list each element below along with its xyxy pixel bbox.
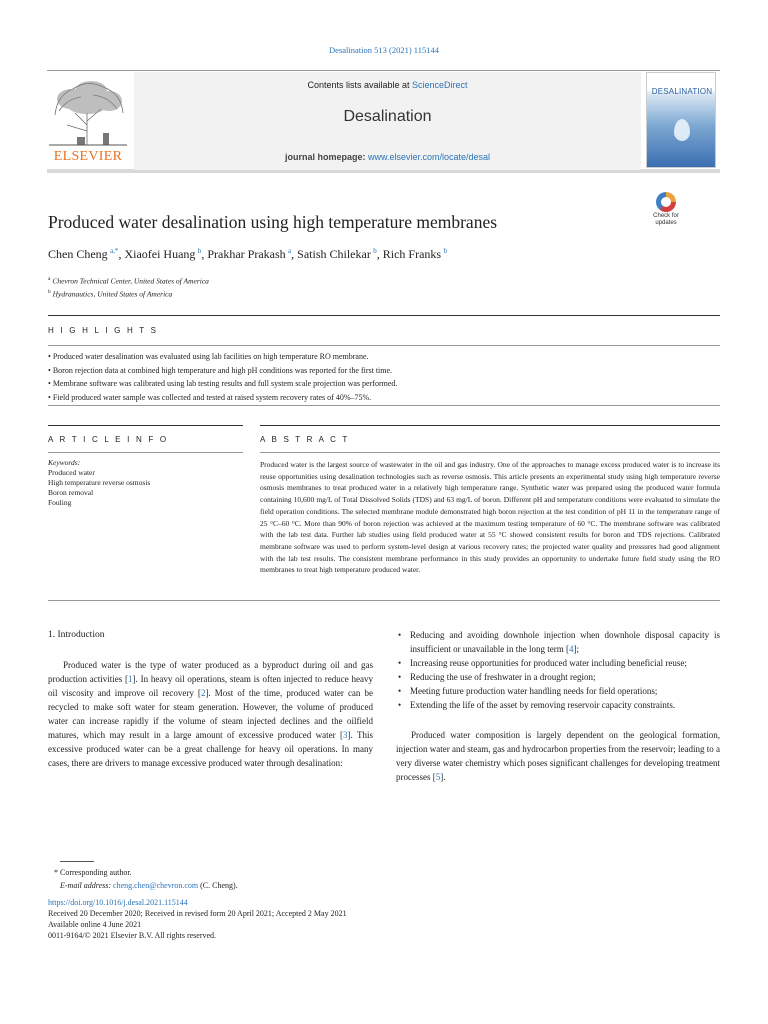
section-divider (48, 600, 720, 601)
article-title: Produced water desalination using high temperature membranes (48, 212, 498, 232)
publisher-name: ELSEVIER (53, 149, 123, 164)
check-updates-icon (656, 192, 676, 212)
contents-lists-line (134, 80, 641, 90)
footnote (54, 866, 238, 892)
highlight-item: • Produced water desalination was evaluated using lab facilities on high temperature RO membrane. (48, 350, 720, 364)
list-item: • Extending the life of the asset by removing reservoir capacity constraints. (396, 698, 720, 712)
affiliation-text: Hydranautics, United States of America (52, 289, 173, 298)
body-paragraph (48, 658, 373, 770)
section-divider (48, 425, 243, 426)
section-divider (48, 345, 720, 346)
reference-link[interactable]: 3 (343, 730, 348, 740)
body-column-left (48, 628, 373, 770)
body-paragraph (396, 728, 720, 784)
highlight-item: • Boron rejection data at combined high temperature and high pH conditions was reported for the first time. (48, 364, 720, 378)
section-divider (48, 405, 720, 406)
author-affiliation-marker[interactable]: b (443, 247, 447, 255)
cover-title: DESALINATION (651, 87, 713, 96)
author-affiliation-marker[interactable]: b (373, 247, 377, 255)
text-run: ]. Most of the time, produced water can be recycled to make soft water for steam generation. However, the volume of produced water can increase rapidly if the volume of steam injected declines and the oilfield matures, which may result in a large amount of excessive produced water [ (48, 688, 374, 740)
affiliation-item (48, 274, 209, 287)
doi-link[interactable]: https://doi.org/10.1016/j.desal.2021.115144 (48, 898, 188, 907)
section-divider (48, 315, 720, 316)
check-updates-label: Check for updates (653, 213, 679, 226)
affiliation-item (48, 287, 209, 300)
author-name[interactable]: Prakhar Prakash (207, 247, 286, 261)
keyword-item[interactable]: Boron removal (48, 488, 94, 497)
body-column-right (396, 628, 720, 784)
text-run: Produced water composition is largely dependent on the geological formation, injection water and steam, gas and hydrocarbon properties from the reservoir; leading to a very diverse water chemistry which poses significant challenges for developing treatment processes [ (396, 730, 720, 782)
highlight-item: • Membrane software was calibrated using lab testing results and full system scale projection was performed. (48, 377, 720, 391)
corresponding-author-note: * Corresponding author. (54, 868, 132, 877)
keyword-item[interactable]: High temperature reverse osmosis (48, 478, 151, 487)
keywords-label: Keywords: (48, 458, 81, 467)
author-affiliation-marker[interactable]: a (288, 247, 292, 255)
list-item (396, 628, 720, 656)
homepage-label: journal homepage: (284, 152, 368, 162)
affiliation-text: Chevron Technical Center, United States of America (52, 276, 209, 286)
list-item: • Reducing the use of freshwater in a drought region; (396, 670, 720, 684)
keyword-item[interactable]: Produced water (48, 468, 95, 477)
water-drop-icon (674, 119, 690, 141)
section-divider (260, 425, 720, 426)
introduction-heading: 1. Introduction (48, 630, 105, 640)
reference-link[interactable]: 1 (128, 674, 133, 684)
journal-name[interactable]: Desalination (343, 108, 432, 125)
highlights-heading: H I G H L I G H T S (48, 326, 159, 335)
text-run: ]; (573, 644, 580, 654)
journal-homepage-line (134, 152, 641, 162)
journal-citation-link[interactable]: Desalination 513 (2021) 115144 (329, 45, 439, 55)
elsevier-tree-icon (47, 75, 129, 147)
author-name[interactable]: Satish Chilekar (297, 247, 371, 261)
text-run: Reducing and avoiding downhole injection when downhole disposal capacity is insufficient or unavailable in the long term [ (410, 630, 720, 654)
text-run: ]. In heavy oil operations, steam is often injected to reduce heavy oil viscosity and improve oil recovery [ (48, 674, 374, 698)
article-info-heading: A R T I C L E I N F O (48, 435, 169, 444)
text-run: ]. This excessive produced water can be a great challenge for heavy oil operations. In many cases, there are drivers to manage excessive produced water through desalination: (48, 730, 373, 768)
author-name[interactable]: Chen Cheng (48, 247, 108, 261)
keywords-block (48, 458, 243, 508)
footnote-divider (60, 861, 94, 862)
text-run: ]. (440, 772, 446, 782)
affiliations (48, 274, 209, 299)
elsevier-logo[interactable] (47, 75, 129, 165)
reference-link[interactable]: 2 (200, 688, 206, 698)
author-name[interactable]: Xiaofei Huang (124, 247, 196, 261)
reference-link[interactable]: 4 (569, 644, 574, 654)
author-affiliation-marker[interactable]: a,* (110, 247, 119, 255)
affiliation-marker: a (48, 276, 51, 282)
text-run: Produced water is the type of water produced as a byproduct during oil and gas production activities [ (48, 660, 373, 684)
drivers-list (396, 628, 720, 712)
section-divider (260, 452, 720, 453)
affiliation-marker: b (48, 288, 51, 295)
copyright-line: 0011-9164/© 2021 Elsevier B.V. All rights reserved. (48, 931, 217, 940)
highlights-list (48, 350, 720, 404)
abstract-heading: A B S T R A C T (260, 435, 350, 444)
author-list: Chen Cheng $^{a,*}$, Xiaofei Huang $^b$, Prakhar Prakash $^a$, Satish Chilekar $^b$, Rich Franks $^b$ (48, 247, 447, 261)
abstract-text: Produced water is the largest source of wastewater in the oil and gas industry. One of the approaches to manage excess produced water is to increase its reuse opportunities using desalination technologies such as reverse osmosis. This article presents an experimental study using high temperature reverse osmosis membranes to treat produced water in a relatively high temperature range. Synthetic water was prepared using the produced water formula containing 10,600 mg/L of Total Dissolved Solids (TDS) and 63 mg/L of boron. Different pH and temperature conditions were evaluated to simulate the field operation conditions. The selected membrane module demonstrated high boron rejection at the test condition of pH 11 in the temperature range of 25 °C–60 °C. More than 90% of boron rejection was achieved at the maximum testing temperature of 60 °C. The membrane software was calibrated with the lab test data. Further lab studies using field produced water at 55 °C showed consistent results for boron and TDS rejections. Calibrated membrane software was used to perform system-level design at various recovery rates; the projected water quality and pressures had good alignment with the lab test results. The consistent membrane performance in this study provides an opportunity to undertake future field study using the RO membranes to treat high temperature produced water. (260, 460, 720, 575)
author-affiliation-marker[interactable]: b (197, 247, 202, 255)
highlight-item: • Field produced water sample was collected and tested at raised system recovery rates of 40%–75%. (48, 391, 720, 405)
check-for-updates-badge[interactable] (648, 192, 684, 228)
email-line (54, 879, 238, 892)
author-name[interactable]: Rich Franks (382, 247, 442, 261)
journal-cover-image[interactable] (646, 72, 716, 168)
email-label: E-mail address: (60, 881, 114, 890)
received-dates: Received 20 December 2020; Received in revised form 20 April 2021; Accepted 2 May 2021 (48, 909, 347, 918)
reference-link[interactable]: 5 (435, 772, 441, 782)
section-divider (48, 452, 243, 453)
article-metadata (48, 897, 347, 941)
list-item: • Increasing reuse opportunities for produced water including beneficial reuse; (396, 656, 720, 670)
email-suffix: (C. Cheng). (198, 881, 238, 890)
email-link[interactable]: cheng.chen@chevron.com (113, 881, 199, 890)
homepage-link[interactable]: www.elsevier.com/locate/desal (367, 152, 491, 162)
contents-prefix: Contents lists available at (307, 80, 413, 90)
keyword-item[interactable]: Fouling (48, 498, 72, 507)
list-item: • Meeting future production water handling needs for field operations; (396, 684, 720, 698)
sciencedirect-link[interactable]: ScienceDirect (412, 80, 468, 90)
available-online: Available online 4 June 2021 (48, 920, 142, 929)
